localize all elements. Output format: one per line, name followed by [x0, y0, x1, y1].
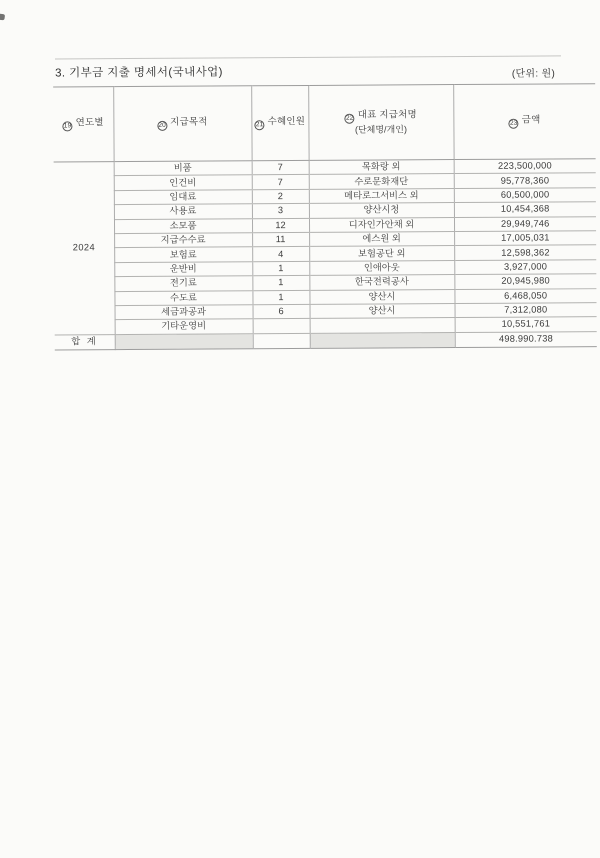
header-count: 21 수혜인원 [251, 85, 308, 160]
cell-amount: 12,598,362 [454, 245, 596, 260]
cell-count: 3 [252, 204, 309, 219]
total-count-cell [253, 333, 310, 348]
circled-number-icon: 19 [63, 121, 73, 131]
cell-purpose: 세금과공과 [115, 305, 253, 320]
cell-payee [310, 318, 455, 333]
total-payee-cell [310, 332, 455, 348]
cell-purpose: 전기료 [114, 276, 252, 291]
cell-payee: 수로문화재단 [309, 174, 454, 189]
cell-count [253, 319, 310, 334]
cell-amount: 17,005,031 [454, 231, 596, 246]
header-payee-subtitle: (단체명/개인) [354, 124, 407, 135]
cell-count: 1 [252, 261, 309, 276]
cell-purpose: 보험료 [114, 247, 252, 262]
cell-purpose: 인건비 [114, 175, 252, 190]
cell-amount: 223,500,000 [454, 159, 596, 174]
cell-payee: 에스원 외 [309, 232, 454, 247]
total-row [55, 331, 597, 349]
cell-payee: 양산시청 [309, 203, 454, 218]
cell-purpose: 임대료 [114, 190, 252, 205]
cell-payee: 목화랑 외 [309, 160, 454, 175]
cell-count: 1 [252, 276, 309, 291]
table-header [53, 84, 595, 162]
cell-count: 4 [252, 247, 309, 262]
cell-count: 12 [252, 218, 309, 233]
cell-purpose: 비품 [114, 161, 252, 176]
cell-amount: 7,312,080 [455, 303, 597, 318]
cell-amount: 6,468,050 [454, 288, 596, 303]
cell-count: 2 [252, 189, 309, 204]
cell-payee: 한국전력공사 [309, 275, 454, 290]
top-rule-line [55, 55, 561, 59]
cell-amount: 20,945,980 [454, 274, 596, 289]
cell-payee: 디자인가안채 외 [309, 217, 454, 232]
cell-count: 6 [253, 304, 310, 319]
circled-number-icon: 23 [509, 118, 519, 128]
cell-count: 1 [252, 290, 309, 305]
cell-count: 7 [252, 175, 309, 190]
cell-amount: 95,778,360 [454, 173, 596, 188]
circled-number-icon: 20 [157, 121, 167, 131]
header-purpose: 20 지급목적 [113, 86, 251, 162]
header-amount: 23 금액 [453, 84, 595, 160]
cell-purpose: 수도료 [114, 290, 252, 305]
cell-purpose: 지급수수료 [114, 233, 252, 248]
unit-label: (단위: 원) [511, 68, 556, 80]
cell-purpose: 사용료 [114, 204, 252, 219]
cell-purpose: 운반비 [114, 262, 252, 277]
cell-payee: 메타로그서비스 외 [309, 188, 454, 203]
cell-amount: 10,454,368 [454, 202, 596, 217]
scan-artifact-mark [0, 13, 5, 20]
page-title: 3. 기부금 지출 명세서(국내사업) [55, 66, 223, 80]
cell-amount: 10,551,761 [455, 317, 597, 332]
table-body [54, 159, 597, 335]
total-purpose-cell [115, 333, 253, 349]
year-cell: 2024 [54, 162, 115, 335]
cell-count: 7 [252, 160, 309, 175]
header-year: 19 연도별 [53, 87, 113, 162]
cell-payee: 인애아웃 [309, 260, 454, 275]
cell-count: 11 [252, 232, 309, 247]
cell-purpose: 기타운영비 [115, 319, 253, 334]
total-amount-cell: 498.990.738 [455, 331, 597, 347]
circled-number-icon: 21 [255, 120, 265, 130]
total-label-cell: 합 계 [55, 334, 115, 349]
cell-payee: 양산시 [310, 303, 455, 318]
cell-amount: 3,927,000 [454, 259, 596, 274]
circled-number-icon: 22 [345, 113, 355, 123]
header-payee: 22 대표 지급처명 (단체명/개인) [308, 85, 453, 161]
cell-payee: 보험공단 외 [309, 246, 454, 261]
cell-payee: 양산시 [309, 289, 454, 304]
cell-amount: 29,949,746 [454, 216, 596, 231]
donation-expense-table [53, 83, 597, 350]
cell-amount: 60,500,000 [454, 187, 596, 202]
cell-purpose: 소모품 [114, 218, 252, 233]
